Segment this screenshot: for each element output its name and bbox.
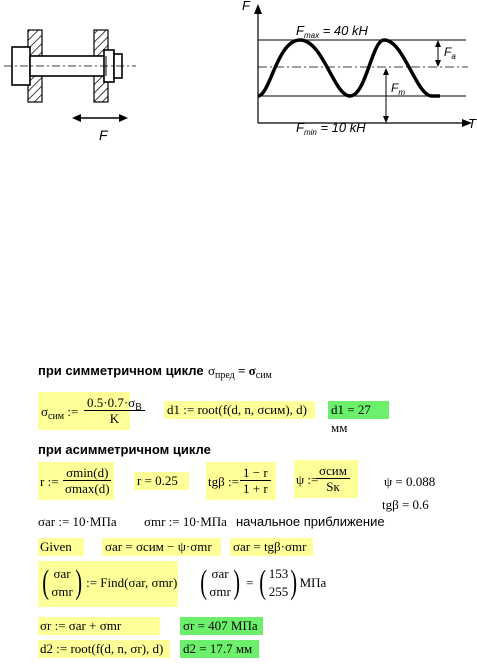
d2-root-expression[interactable]: d2 := root(f(d, n, σr), d) [38,640,170,658]
force-label-left: F [99,127,108,143]
d2-result[interactable]: d2 = 17.7 мм [180,640,259,658]
heading-asymmetric: при асимметричном цикле [38,442,211,457]
fa-label: $F_a$ [444,45,456,61]
symmetric-rule: $\sigma_{пред} = \sigma_{сим}$ [208,363,272,381]
fmax-label: $F_{max} = 40$ kH [296,23,368,40]
sigma-r-result[interactable]: σr = 407 MПa [180,617,263,635]
axis-label-t: T [468,116,476,131]
r-value[interactable]: r = 0.25 [134,472,189,490]
initial-approx-note: начальное приближение [236,514,385,529]
tg-beta-value: tgβ = 0.6 [382,497,429,512]
sigma-ar-initial[interactable]: σar := 10·MПa [38,514,117,529]
fm-label: $F_m$ [391,81,406,97]
equation-2[interactable]: σar = tgβ·σmr [230,538,313,556]
figure [0,0,477,180]
sigma-sym-definition[interactable]: $\sigma_{сим}$ := $\frac{0.5\cdot 0.7\cdot\sigma_B}{K}$ [38,392,130,430]
axis-label-f: F [242,0,250,13]
given-block[interactable]: Given [38,538,84,556]
find-solve-block[interactable]: ( σar σmr ) := Find(σar, σmr) [38,561,178,607]
heading-symmetric: при симметричном цикле [38,363,204,378]
load-curve [258,40,440,96]
d1-root-expression[interactable]: d1 := root(f(d, n, σсим), d) [164,401,315,419]
tg-beta-definition[interactable]: tgβ := $\frac{1 - r}{1 + r}$ [206,462,276,500]
psi-definition[interactable]: ψ := σсим Sк [294,460,358,498]
d1-result[interactable]: d1 = 27 мм [328,401,389,419]
fmin-label: $F_{min} = 10$ kH [296,120,366,137]
bolt-drawing [4,30,136,122]
equation-1[interactable]: σar = σсим − ψ·σmr [102,538,221,556]
r-definition[interactable]: r := σmin(d) σmax(d) [38,462,114,500]
sigma-r-definition[interactable]: σr := σar + σmr [38,617,160,635]
psi-value: ψ = 0.088 [384,474,436,489]
find-result: ( σar σmr ) = ( 153 255 ) MПa [200,564,327,601]
sigma-mr-initial[interactable]: σmr := 10·MПa [144,514,227,529]
